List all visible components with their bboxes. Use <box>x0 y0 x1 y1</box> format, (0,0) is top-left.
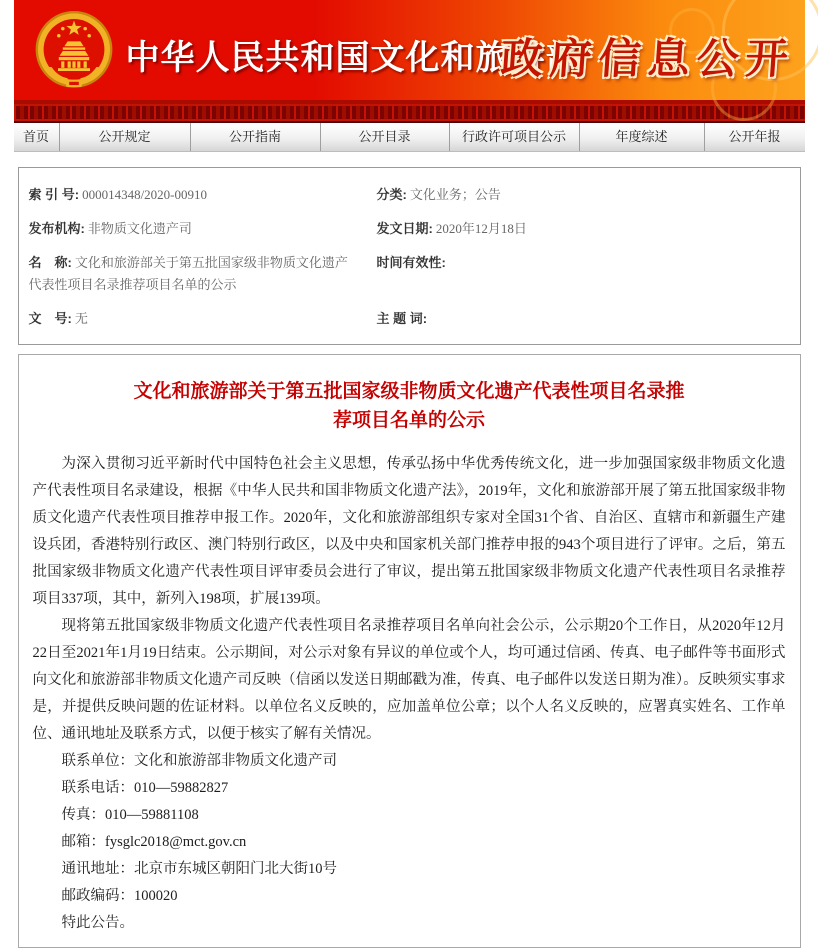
contact-unit-line: 联系单位：文化和旅游部非物质文化遗产司 <box>33 748 786 775</box>
china-national-emblem-icon <box>34 9 114 93</box>
document-content-box <box>18 354 801 948</box>
nav-item-disclosure-rules[interactable]: 公开规定 <box>60 123 191 151</box>
metadata-box <box>18 167 801 345</box>
contact-phone-line: 联系电话：010—59882827 <box>33 775 786 802</box>
announcement-closing-line: 特此公告。 <box>33 910 786 937</box>
meta-field-index-number <box>19 178 367 212</box>
meta-label-subject-words: 主 题 词: <box>377 311 428 326</box>
page <box>14 0 805 878</box>
document-title <box>33 377 786 435</box>
body-paragraph-2: 现将第五批国家级非物质文化遗产代表性项目名录推荐项目名单向社会公示，公示期20个工作日，从2020年12月22日至2021年1月19日结束。公示期间，对公示对象有异议的单位或个人，均可通过信函、传真、电子邮件等书面形式向文化和旅游部非物质文化遗产司反映（信函以发送日期邮戳为准，传真、电子邮件以发送日期为准）。反映须实事求是，并提供反映问题的佐证材料。以单位名义反映的，应加盖单位公章；以个人名义反映的，应署真实姓名、工作单位、通讯地址及联系方式，以便于核实了解有关情况。 <box>33 613 786 748</box>
site-title: 中华人民共和国文化和旅游部 <box>126 30 581 79</box>
meta-value-document-number: 无 <box>75 311 88 326</box>
contact-email-line: 邮箱：fysglc2018@mct.gov.cn <box>33 829 786 856</box>
contact-fax-line: 传真：010—59881108 <box>33 802 786 829</box>
meta-field-subject-words <box>367 302 800 336</box>
meta-label-issue-date: 发文日期: <box>377 221 433 236</box>
meta-field-issue-date <box>367 212 800 246</box>
meta-field-category <box>367 178 800 212</box>
meta-value-category: 文化业务；公告 <box>410 187 501 202</box>
meta-value-issuing-agency: 非物质文化遗产司 <box>88 221 192 236</box>
nav-item-annual-summary[interactable]: 年度综述 <box>580 123 705 151</box>
meta-field-time-validity <box>367 246 800 302</box>
meta-label-category: 分类: <box>377 187 407 202</box>
meander-pattern-border <box>14 100 805 123</box>
body-paragraph-1: 为深入贯彻习近平新时代中国特色社会主义思想，传承弘扬中华优秀传统文化，进一步加强国家级非物质文化遗产代表性项目名录建设，根据《中华人民共和国非物质文化遗产法》，2019年，文化和旅游部开展了第五批国家级非物质文化遗产代表性项目推荐申报工作。2020年，文化和旅游部组织专家对全国31个省、自治区、直辖市和新疆生产建设兵团，香港特别行政区、澳门特别行政区，以及中央和国家机关部门推荐申报的943个项目进行了评审。之后，第五批国家级非物质文化遗产代表性项目评审委员会进行了审议，提出第五批国家级非物质文化遗产代表性项目名录推荐项目337项，其中，新列入198项，扩展139项。 <box>33 451 786 613</box>
meta-label-index-number: 索 引 号: <box>29 187 80 202</box>
document-title-line1: 文化和旅游部关于第五批国家级非物质文化遗产代表性项目名录推 <box>133 381 684 402</box>
site-banner <box>14 0 805 100</box>
meta-label-issuing-agency: 发布机构: <box>29 221 85 236</box>
meta-label-time-validity: 时间有效性: <box>377 255 446 270</box>
meta-field-document-number <box>19 302 367 336</box>
nav-item-home[interactable]: 首页 <box>14 123 60 151</box>
meta-value-index-number: 000014348/2020-00910 <box>82 187 207 202</box>
meta-value-title: 文化和旅游部关于第五批国家级非物质文化遗产代表性项目名录推荐项目名单的公示 <box>29 255 348 292</box>
nav-bar <box>14 123 805 152</box>
meta-value-issue-date: 2020年12月18日 <box>436 221 527 236</box>
contact-address-line: 通讯地址：北京市东城区朝阳门北大街10号 <box>33 856 786 883</box>
document-title-line2: 荐项目名单的公示 <box>333 410 485 431</box>
meta-label-title: 名 称: <box>29 255 72 270</box>
nav-item-annual-report[interactable]: 公开年报 <box>705 123 805 151</box>
meta-field-title <box>19 246 367 302</box>
contact-postcode-line: 邮政编码：100020 <box>33 883 786 910</box>
meta-field-issuing-agency <box>19 212 367 246</box>
nav-item-disclosure-guide[interactable]: 公开指南 <box>191 123 321 151</box>
meta-label-document-number: 文 号: <box>29 311 72 326</box>
nav-item-disclosure-catalog[interactable]: 公开目录 <box>321 123 450 151</box>
banner-slogan: 政府信息公开 <box>498 26 796 86</box>
nav-item-license-publicity[interactable]: 行政许可项目公示 <box>450 123 580 151</box>
